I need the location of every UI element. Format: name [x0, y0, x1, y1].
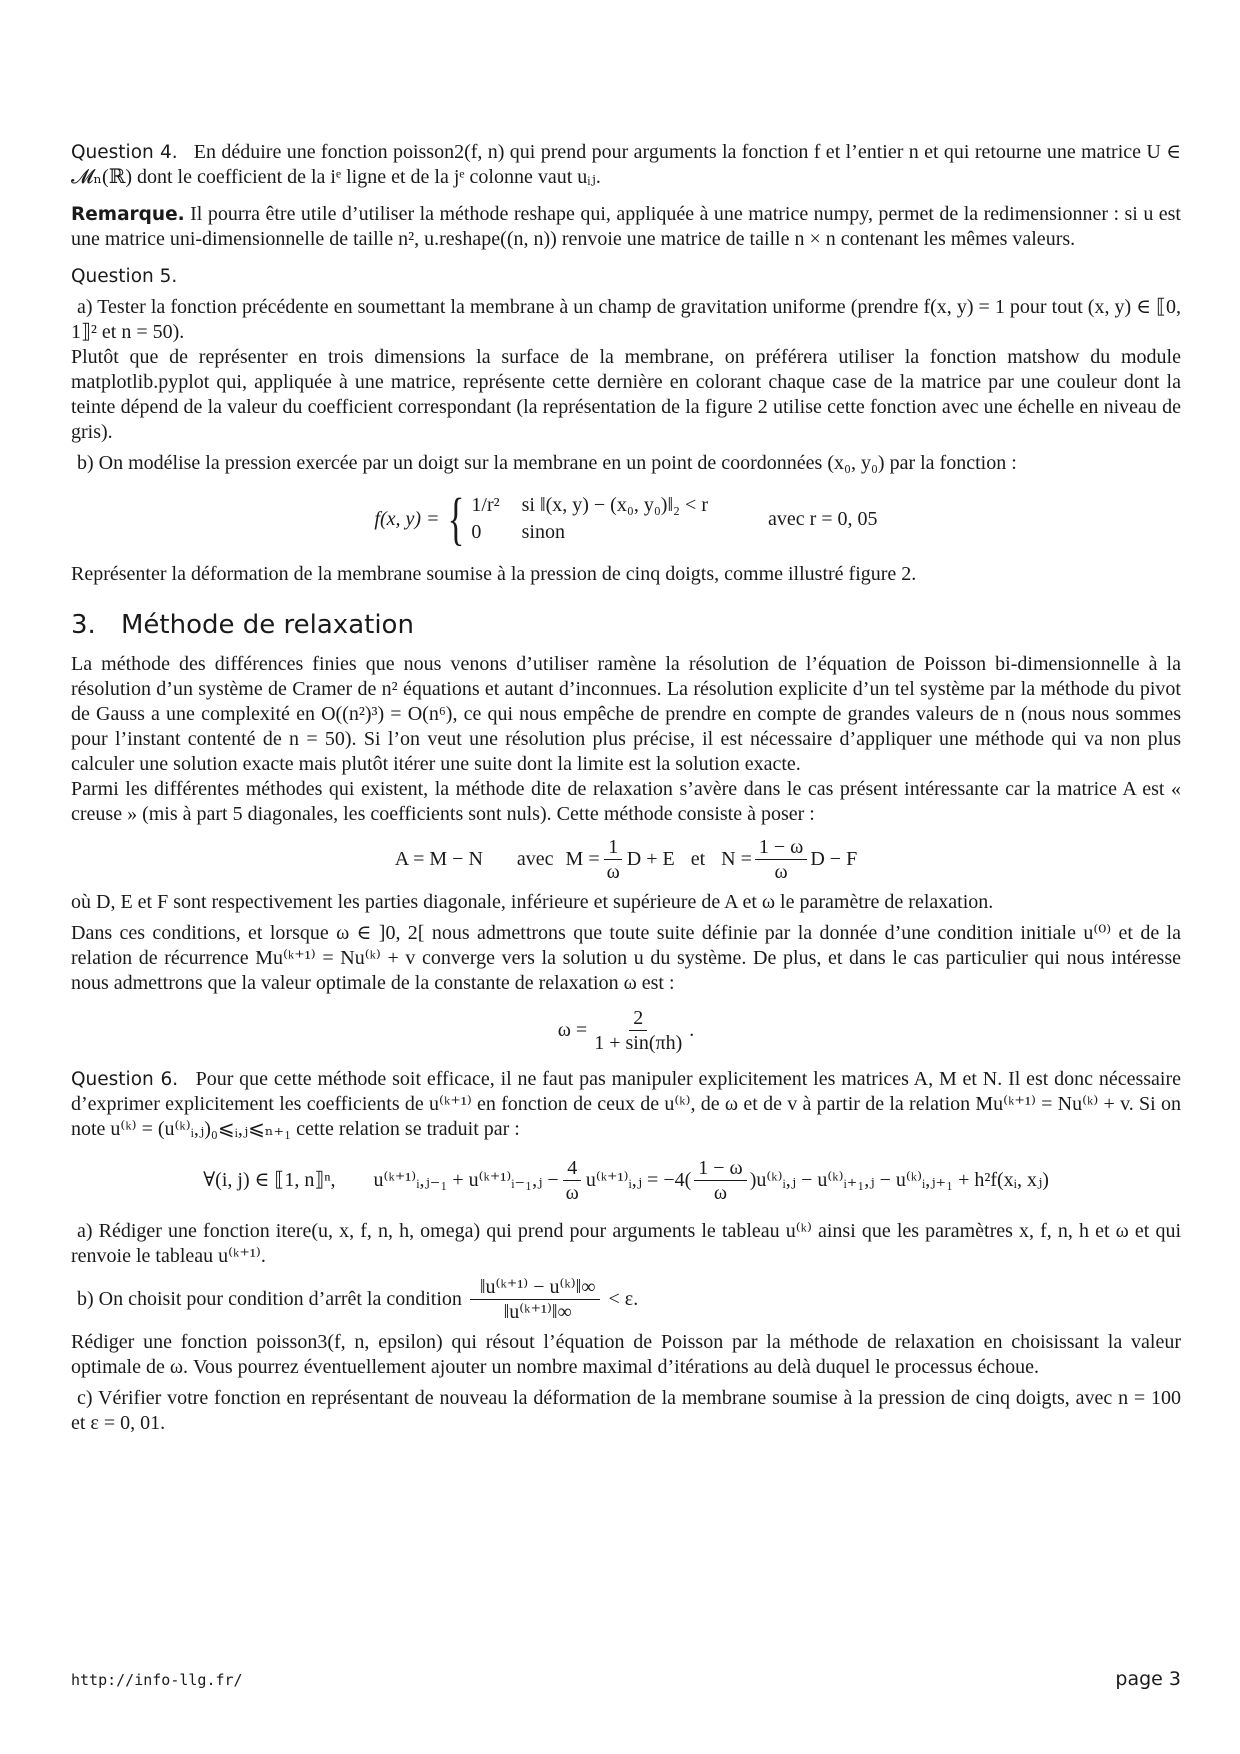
footer-url[interactable]: http://info-llg.fr/ — [71, 1671, 243, 1689]
eq3-part-2: u⁽ᵏ⁺¹⁾ᵢ,ⱼ = −4( — [585, 1169, 692, 1191]
section-3-number: 3. — [71, 610, 96, 640]
stop-condition-numerator: ‖u⁽ᵏ⁺¹⁾ − u⁽ᵏ⁾‖∞ — [470, 1275, 600, 1300]
remark-text: Il pourra être utile d’utiliser la méthode reshape qui, appliquée à une matrice numpy, permet de la redimensionner : si u est une matrice uni-dimensionnelle de taille n², u.reshape((n, n)) renvoie une matrice de taille n × n contenant les mêmes valeurs. — [71, 203, 1181, 250]
eq1-n-rest: D − F — [810, 848, 858, 870]
question-6-b — [71, 1275, 1181, 1324]
omega-equation — [71, 1006, 1181, 1055]
eq2-fraction — [590, 1006, 686, 1055]
equation-lhs: f(x, y) = — [374, 507, 440, 530]
recurrence-equation — [71, 1156, 1181, 1205]
eq3-fraction-2-numerator: 1 − ω — [694, 1156, 746, 1181]
document-body — [71, 140, 1181, 1436]
remark-label: Remarque. — [71, 204, 185, 225]
question-5-a: a) Tester la fonction précédente en soumettant la membrane à un champ de gravitation uniforme (prendre f(x, y) = 1 pour tout (x, y) ∈ ⟦0, 1⟧² et n = 50). — [71, 296, 1181, 343]
case-1-condition: si ‖(x, y) − (x₀, y₀)‖₂ < r — [521, 494, 708, 516]
question-6-task: Rédiger une fonction poisson3(f, n, epsilon) qui résout l’équation de Poisson par la méthode de relaxation en choisissant la valeur optimale de ω. Vous pourrez éventuellement ajouter un nombre maximal d’itérations au delà duquel le processus échoue. — [71, 1331, 1181, 1378]
eq1-et: et — [690, 848, 706, 870]
eq1-m-numerator: 1 — [604, 835, 622, 860]
eq3-fraction-2-denominator: ω — [713, 1182, 728, 1204]
eq3-part-1: u⁽ᵏ⁺¹⁾ᵢ,ⱼ₋₁ + u⁽ᵏ⁺¹⁾ᵢ₋₁,ⱼ − — [373, 1169, 559, 1191]
eq3-fraction-1 — [562, 1156, 583, 1205]
case-2-condition: sinon — [521, 521, 565, 543]
equation-avec: avec r = 0, 05 — [767, 507, 878, 530]
eq1-n-lhs: N = — [721, 848, 752, 870]
eq1-m-lhs: M = — [565, 848, 600, 870]
eq1-n-fraction — [755, 835, 807, 884]
question-4 — [71, 140, 1181, 190]
eq1-n-denominator: ω — [774, 861, 788, 883]
eq3-forall: ∀(i, j) ∈ ⟦1, n⟧ⁿ, — [203, 1169, 336, 1191]
eq1-m-rest: D + E — [626, 848, 675, 870]
question-5-task: Représenter la déformation de la membrane soumise à la pression de cinq doigts, comme illustré figure 2. — [71, 563, 917, 585]
page-number: page 3 — [1115, 1668, 1181, 1690]
finger-pressure-equation — [71, 486, 1181, 551]
eq1-m-fraction — [603, 835, 624, 884]
section-3-paragraph-4: Dans ces conditions, et lorsque ω ∈ ]0, 2[ nous admettrons que toute suite définie par la donnée d’une condition initiale u⁽⁰⁾ et de la relation de récurrence Mu⁽ᵏ⁺¹⁾ = Nu⁽ᵏ⁾ + v converge vers la solution u du système. De plus, et dans le cas particulier qui nous intéresse nous admettrons que la valeur optimale de la constante de relaxation ω est : — [71, 922, 1181, 994]
left-brace-icon: { — [447, 486, 464, 551]
eq3-fraction-1-numerator: 4 — [563, 1156, 581, 1181]
remark — [71, 202, 1181, 252]
question-6-label: Question 6. — [71, 1069, 179, 1090]
question-6-c: c) Vérifier votre fonction en représentant de nouveau la déformation de la membrane soumise à la pression de cinq doigts, avec n = 100 et ε = 0, 01. — [71, 1387, 1181, 1434]
page-footer — [71, 1668, 1181, 1690]
section-3-title: Méthode de relaxation — [121, 610, 414, 640]
eq1-left: A = M − N — [394, 848, 483, 870]
stop-condition-denominator: ‖u⁽ᵏ⁺¹⁾‖∞ — [503, 1301, 572, 1323]
eq3-fraction-2 — [694, 1156, 746, 1205]
case-2-value: 0 — [471, 521, 482, 543]
question-5 — [71, 264, 1181, 289]
eq3-fraction-1-denominator: ω — [565, 1182, 579, 1204]
question-5-b: b) On modélise la pression exercée par un doigt sur la membrane en un point de coordonnées (x₀, y₀) par la fonction : — [77, 452, 1017, 474]
eq2-numerator: 2 — [629, 1006, 647, 1031]
question-6-b-suffix: < ε. — [608, 1288, 639, 1310]
eq1-n-numerator: 1 − ω — [755, 835, 807, 860]
question-4-label: Question 4. — [71, 142, 178, 163]
question-6-a: a) Rédiger une fonction itere(u, x, f, n, h, omega) qui prend pour arguments le tableau u⁽ᵏ⁾ ainsi que les paramètres x, f, n, h et ω et qui renvoie le tableau u⁽ᵏ⁺¹⁾. — [71, 1220, 1181, 1267]
stop-condition-fraction — [470, 1275, 600, 1324]
section-3-paragraph-2: Parmi les différentes méthodes qui existent, la méthode dite de relaxation s’avère dans le cas présent intéressante car la matrice A est « creuse » (mis à part 5 diagonales, les coefficients sont nuls). Cette méthode consiste à poser : — [71, 778, 1181, 825]
equation-cases — [440, 486, 708, 551]
question-6 — [71, 1067, 1181, 1142]
eq3-part-3: )u⁽ᵏ⁾ᵢ,ⱼ − u⁽ᵏ⁾ᵢ₊₁,ⱼ − u⁽ᵏ⁾ᵢ,ⱼ₊₁ + h²f(xᵢ, xⱼ) — [749, 1169, 1049, 1191]
section-3-paragraph-3: où D, E et F sont respectivement les parties diagonale, inférieure et supérieure de A et ω le paramètre de relaxation. — [71, 891, 994, 913]
question-5-label: Question 5. — [71, 266, 178, 287]
question-4-text: En déduire une fonction poisson2(f, n) qui prend pour arguments la fonction f et l’entier n et qui retourne une matrice U ∈ 𝓜ₙ(ℝ) dont le coefficient de la iᵉ ligne et de la jᵉ colonne vaut uᵢⱼ. — [71, 141, 1182, 188]
splitting-equation — [71, 835, 1181, 884]
eq2-end: . — [689, 1019, 695, 1041]
question-6-text: Pour que cette méthode soit efficace, il ne faut pas manipuler explicitement les matrices A, M et N. Il est donc nécessaire d’exprimer explicitement les coefficients de u⁽ᵏ⁺¹⁾ en fonction de ceux de u⁽ᵏ⁾, de ω et de v à partir de la relation Mu⁽ᵏ⁺¹⁾ = Nu⁽ᵏ⁾ + v. Si on note u⁽ᵏ⁾ = (u⁽ᵏ⁾ᵢ,ⱼ)₀⩽ᵢ,ⱼ⩽ₙ₊₁ cette relation se traduit par : — [71, 1068, 1182, 1140]
section-3-heading — [71, 610, 1181, 640]
case-1-value: 1/r² — [471, 494, 500, 516]
eq1-avec: avec — [516, 848, 554, 870]
eq2-denominator: 1 + sin(πh) — [594, 1032, 683, 1054]
eq1-m-denominator: ω — [606, 861, 620, 883]
section-3-paragraph-1: La méthode des différences finies que nous venons d’utiliser ramène la résolution de l’équation de Poisson bi-dimensionnelle à la résolution d’un système de Cramer de n² équations et autant d’inconnues. La résolution explicite d’un tel système par la méthode du pivot de Gauss a une complexité en O((n²)³) = O(n⁶), ce qui nous empêche de prendre en compte de grandes valeurs de n (nous nous sommes pour l’instant contenté de n = 50). Si l’on veut une résolution plus précise, il est nécessaire d’appliquer une méthode qui va non plus calculer une solution exacte mais plutôt itérer une suite dont la limite est la solution exacte. — [71, 653, 1181, 775]
eq2-lhs: ω = — [557, 1019, 588, 1041]
question-5-note: Plutôt que de représenter en trois dimensions la surface de la membrane, on préférera utiliser la fonction matshow du module matplotlib.pyplot qui, appliquée à une matrice, représente cette dernière en colorant chaque case de la matrice par une couleur dont la teinte dépend de la valeur du coefficient correspondant (la représentation de la figure 2 utilise cette fonction avec une échelle en niveau de gris). — [71, 346, 1181, 443]
question-6-b-prefix: b) On choisit pour condition d’arrêt la condition — [77, 1288, 462, 1310]
